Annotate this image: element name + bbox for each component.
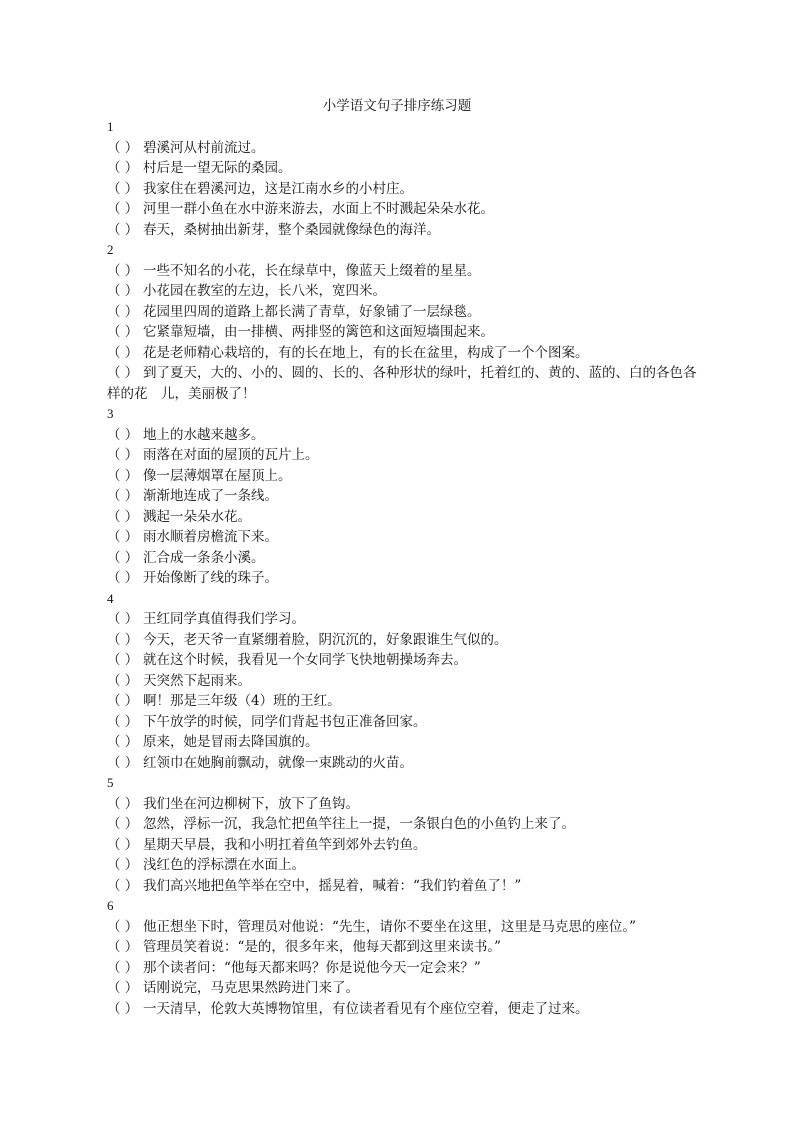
sentence-text: 汇合成一条条小溪。	[143, 549, 265, 566]
sentence-item	[107, 507, 707, 528]
sentence-text: 到了夏天，大的、小的、圆的、长的、各种形状的绿叶，托着红的、黄的、蓝的、白的各色各样的花 儿，美丽极了！	[107, 365, 697, 402]
sentence-item	[107, 691, 707, 712]
sentence-item	[107, 917, 707, 938]
answer-blank[interactable]: （ ）	[107, 734, 139, 750]
sentence-item	[107, 425, 707, 446]
sentence-text: 地上的水越来越多。	[143, 426, 265, 443]
answer-blank[interactable]: （ ）	[107, 324, 139, 340]
answer-blank[interactable]: （ ）	[107, 631, 139, 648]
sentence-text: 春天，桑树抽出新芽，整个桑园就像绿色的海洋。	[143, 221, 440, 238]
sentence-text: 红领巾在她胸前飘动，就像一束跳动的火苗。	[143, 754, 413, 771]
answer-blank[interactable]: （ ）	[107, 1000, 139, 1017]
sentence-text: 王红同学真值得我们学习。	[143, 611, 305, 627]
answer-blank[interactable]: （ ）	[107, 672, 139, 689]
sentence-text: 它紧靠短墙，由一排横、两排竖的篱笆和这面短墙围起来。	[143, 324, 494, 340]
sentence-item	[107, 445, 707, 466]
sentence-text: 像一层薄烟罩在屋顶上。	[143, 467, 292, 484]
sentence-item	[107, 199, 707, 220]
sentence-item	[107, 343, 707, 364]
answer-blank[interactable]: （ ）	[107, 877, 139, 894]
answer-blank[interactable]: （ ）	[107, 221, 139, 238]
answer-blank[interactable]: （ ）	[107, 447, 139, 463]
answer-blank[interactable]: （ ）	[107, 365, 139, 381]
answer-blank[interactable]: （ ）	[107, 959, 139, 976]
answer-blank[interactable]: （ ）	[107, 754, 139, 771]
group-number: 5	[107, 775, 114, 790]
answer-blank[interactable]: （ ）	[107, 201, 139, 217]
answer-blank[interactable]: （ ）	[107, 795, 139, 812]
answer-blank[interactable]: （ ）	[107, 918, 139, 935]
sentence-item	[107, 814, 707, 835]
sentence-text: 碧溪河从村前流过。	[143, 139, 265, 156]
sentence-text: 我们坐在河边柳树下，放下了鱼钩。	[143, 795, 359, 812]
sentence-text: 河里一群小鱼在水中游来游去，水面上不时溅起朵朵水花。	[143, 201, 494, 217]
answer-blank[interactable]: （ ）	[107, 652, 139, 668]
sentence-text: 小花园在教室的左边，长八米，宽四米。	[143, 283, 386, 299]
sentence-text: 开始像断了线的珠子。	[143, 570, 278, 586]
group-number: 4	[107, 590, 114, 606]
answer-blank[interactable]: （ ）	[107, 570, 139, 586]
group-number: 1	[107, 119, 114, 134]
sentence-item	[107, 671, 707, 692]
sentence-item	[107, 363, 707, 404]
sentence-item	[107, 548, 707, 569]
answer-blank[interactable]: （ ）	[107, 467, 139, 484]
sentence-text: 我家住在碧溪河边，这是江南水乡的小村庄。	[143, 180, 413, 197]
sentence-item	[107, 568, 707, 589]
answer-blank[interactable]: （ ）	[107, 939, 139, 955]
sentence-text: 溅起一朵朵水花。	[143, 508, 251, 525]
sentence-text: 管理员笑着说：“是的，很多年来，他每天都到这里来读书。”	[143, 939, 502, 955]
sentence-item	[107, 732, 707, 753]
answer-blank[interactable]: （ ）	[107, 283, 139, 299]
sentence-item	[107, 712, 707, 733]
sentence-text: 就在这个时候，我看见一个女同学飞快地朝操场奔去。	[143, 652, 467, 668]
sentence-text: 星期天早晨，我和小明扛着鱼竿到郊外去钓鱼。	[143, 836, 427, 853]
sentence-item	[107, 158, 707, 179]
sentence-item	[107, 281, 707, 302]
group-number: 3	[107, 406, 114, 421]
page-title: 小学语文句子排序练习题	[322, 98, 472, 114]
answer-blank[interactable]: （ ）	[107, 857, 139, 873]
answer-blank[interactable]: （ ）	[107, 693, 139, 709]
answer-blank[interactable]: （ ）	[107, 980, 139, 996]
sentence-text: 花园里四周的道路上都长满了青草，好象铺了一层绿毯。	[143, 303, 481, 320]
sentence-item	[107, 958, 707, 979]
sentence-item	[107, 261, 707, 282]
group-number: 2	[107, 242, 114, 257]
sentence-text: 那个读者问：“他每天都来吗？你是说他今天一定会来？”	[143, 959, 481, 976]
answer-blank[interactable]: （ ）	[107, 180, 139, 197]
answer-blank[interactable]: （ ）	[107, 713, 139, 730]
answer-blank[interactable]: （ ）	[107, 549, 139, 566]
sentence-item	[107, 220, 707, 241]
sentence-item	[107, 650, 707, 671]
sentence-item	[107, 609, 707, 630]
answer-blank[interactable]: （ ）	[107, 139, 139, 156]
exercise-list	[107, 117, 707, 1019]
sentence-item	[107, 527, 707, 548]
sentence-item	[107, 753, 707, 774]
answer-blank[interactable]: （ ）	[107, 303, 139, 320]
sentence-item	[107, 835, 707, 856]
sentence-item	[107, 322, 707, 343]
sentence-text: 忽然，浮标一沉，我急忙把鱼竿往上一提，一条银白色的小鱼钓上来了。	[143, 816, 575, 832]
sentence-text: 一天清早，伦敦大英博物馆里，有位读者看见有个座位空着，便走了过来。	[143, 1000, 589, 1017]
sentence-text: 雨水顺着房檐流下来。	[143, 529, 278, 545]
sentence-item	[107, 138, 707, 159]
sentence-text: 渐渐地连成了一条线。	[143, 488, 278, 504]
sentence-text: 一些不知名的小花，长在绿草中，像蓝天上缀着的星星。	[143, 262, 481, 279]
sentence-item	[107, 855, 707, 876]
sentence-text: 今天，老天爷一直紧绷着脸，阴沉沉的，好象跟谁生气似的。	[143, 631, 508, 648]
sentence-text: 花是老师精心栽培的，有的长在地上，有的长在盆里，构成了一个个图案。	[143, 344, 589, 361]
answer-blank[interactable]: （ ）	[107, 262, 139, 279]
sentence-text: 话刚说完，马克思果然跨进门来了。	[143, 980, 359, 996]
sentence-item	[107, 978, 707, 999]
sentence-item	[107, 937, 707, 958]
answer-blank[interactable]: （ ）	[107, 488, 139, 504]
answer-blank[interactable]: （ ）	[107, 816, 139, 832]
sentence-item	[107, 630, 707, 651]
sentence-item	[107, 466, 707, 487]
sentence-text: 下午放学的时候，同学们背起书包正准备回家。	[143, 713, 427, 730]
sentence-text: 浅红色的浮标漂在水面上。	[143, 857, 305, 873]
sentence-item	[107, 876, 707, 897]
sentence-text: 村后是一望无际的桑园。	[143, 160, 292, 176]
sentence-text: 啊！那是三年级（4）班的王红。	[143, 693, 341, 709]
answer-blank[interactable]: （ ）	[107, 836, 139, 853]
answer-blank[interactable]: （ ）	[107, 344, 139, 361]
sentence-text: 他正想坐下时，管理员对他说：“先生，请你不要坐在这里，这里是马克思的座位。”	[143, 918, 637, 935]
answer-blank[interactable]: （ ）	[107, 611, 139, 627]
answer-blank[interactable]: （ ）	[107, 160, 139, 176]
sentence-item	[107, 999, 707, 1020]
sentence-item	[107, 179, 707, 200]
sentence-item	[107, 302, 707, 323]
answer-blank[interactable]: （ ）	[107, 426, 139, 443]
sentence-item	[107, 486, 707, 507]
sentence-item	[107, 794, 707, 815]
answer-blank[interactable]: （ ）	[107, 529, 139, 545]
group-number: 6	[107, 898, 114, 913]
answer-blank[interactable]: （ ）	[107, 508, 139, 525]
sentence-text: 我们高兴地把鱼竿举在空中，摇晃着，喊着：“我们钓着鱼了！”	[143, 877, 522, 894]
sentence-text: 天突然下起雨来。	[143, 672, 251, 689]
sentence-text: 雨落在对面的屋顶的瓦片上。	[143, 447, 319, 463]
sentence-text: 原来，她是冒雨去降国旗的。	[143, 734, 319, 750]
